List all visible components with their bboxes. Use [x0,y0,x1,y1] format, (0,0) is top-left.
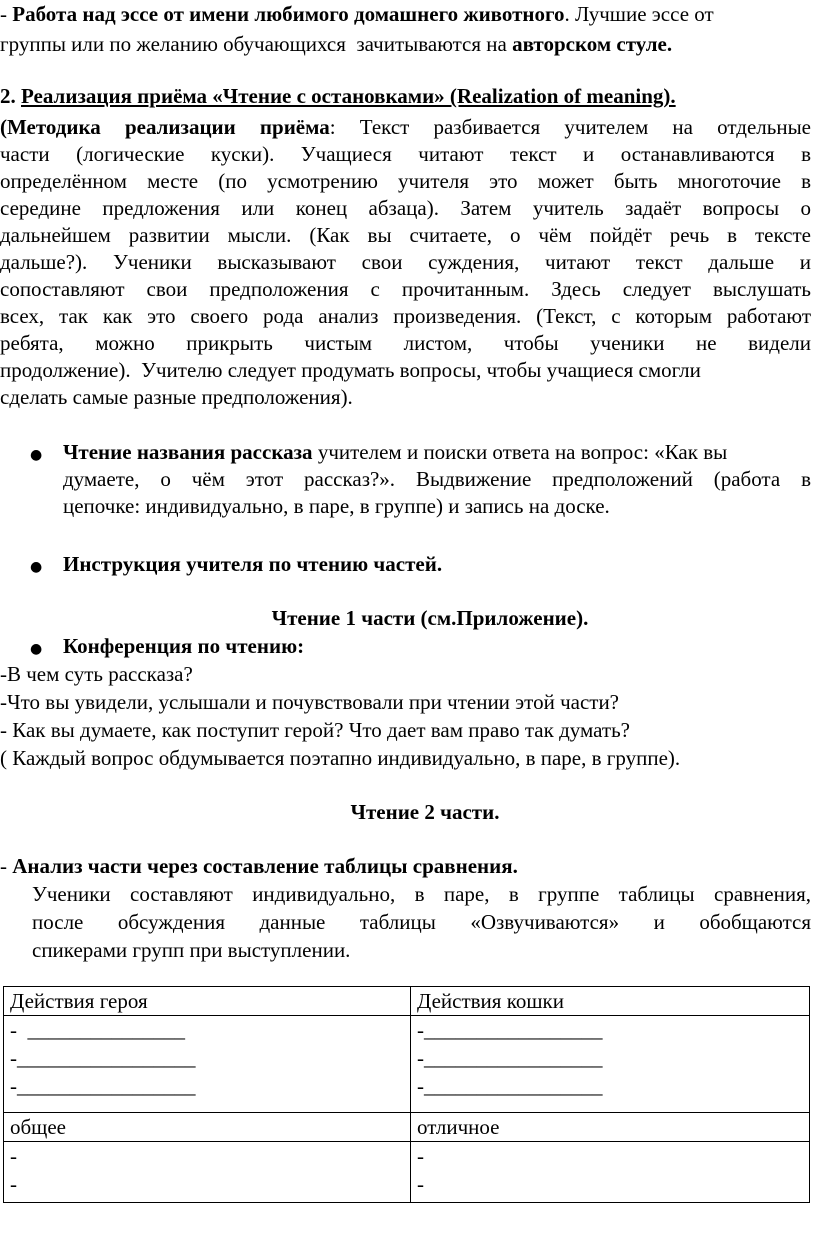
paragraph-text: Текст разбивается учителем на отдельные [359,115,811,139]
analysis-title: Анализ части через составление таблицы сравнения. [12,854,518,878]
paragraph-line: дальше?). Ученики высказывают свои суждения, читают текст дальше и [0,250,811,274]
table-row [4,1142,810,1203]
bullet-1-line-1 [63,438,813,467]
blank-line: -_________________ [10,1046,196,1070]
blank-line: - [417,1172,424,1196]
table-cell-common-label: общее [4,1113,411,1142]
analysis-paragraph-line: спикерами групп при выступлении. [32,938,351,962]
table-cell-diff [411,1142,810,1203]
dash: - [0,854,13,878]
section-number: 2. [0,84,21,108]
blank-line: - [417,1144,424,1168]
section-title: Реализация приёма «Чтение с остановками» (Realization of meaning). [21,84,676,108]
method-label: (Методика реализации приёма [0,115,330,139]
colon: : [329,115,336,139]
analysis-line [0,852,816,881]
paragraph-line: сделать самые разные предположения). [0,385,353,409]
blank-line: -_________________ [417,1018,603,1042]
part2-heading: Чтение 2 части. [350,800,500,824]
bullet-icon: ● [30,559,43,575]
bullet-1-line-2: думаете, о чём этот рассказ?». Выдвижение предположений (работа в [63,467,811,491]
table-header-cat: Действия кошки [411,987,810,1016]
intro-line-2 [0,30,816,59]
table-row [4,1113,810,1142]
intro-line-1 [0,0,816,29]
question-note: ( Каждый вопрос обдумывается поэтапно индивидуально, в паре, в группе). [0,746,681,770]
bullet-1-text: учителем и поиски ответа на вопрос: «Как вы [312,440,728,464]
table-header-row [4,987,810,1016]
table-header-hero: Действия героя [4,987,411,1016]
comparison-table [3,986,810,1203]
blank-line: -_________________ [10,1074,196,1098]
bullet-2-title: Инструкция учителя по чтению частей. [63,552,443,576]
paragraph-line: всех, так как это своего рода анализ произведения. (Текст, с которым работают [0,304,811,328]
analysis-paragraph-line: Ученики составляют индивидуально, в паре, в группе таблицы сравнения, [32,882,811,906]
author-chair-label: авторском стуле. [512,32,673,56]
part1-heading: Чтение 1 части (см.Приложение). [271,606,589,630]
bullet-icon: ● [30,447,43,463]
blank-line: - [10,1172,17,1196]
table-row [4,1016,810,1113]
section2-heading [0,82,816,111]
paragraph-line: продолжение). Учителю следует продумать вопросы, чтобы учащиеся смогли [0,358,701,382]
table-cell-hero-actions [4,1016,411,1113]
paragraph-line: ребята, можно прикрыть чистым листом, чтобы ученики не видели [0,331,811,355]
table-cell-cat-actions [411,1016,810,1113]
intro-text: . Лучшие эссе от [564,2,714,26]
question-1: -В чем суть рассказа? [0,662,193,686]
question-3: - Как вы думаете, как поступит герой? Что дает вам право так думать? [0,718,630,742]
table-cell-common [4,1142,411,1203]
bullet-1-title: Чтение названия рассказа [63,440,313,464]
dash: - [0,2,13,26]
blank-line: - [10,1144,17,1168]
question-2: -Что вы увидели, услышали и почувствовали при чтении этой части? [0,690,620,714]
analysis-paragraph-line: после обсуждения данные таблицы «Озвучиваются» и обобщаются [32,910,811,934]
table-cell-diff-label: отличное [411,1113,810,1142]
paragraph-line: сопоставляют свои предположения с прочитанным. Здесь следует выслушать [0,277,811,301]
intro-text: группы или по желанию обучающихся зачитываются на [0,32,513,56]
paragraph-line: дальнейшем развитии мысли. (Как вы считаете, о чём пойдёт речь в тексте [0,223,811,247]
bullet-3-title: Конференция по чтению: [63,634,305,658]
method-line [0,113,811,142]
essay-task-title: Работа над эссе от имени любимого домашнего животного [12,2,565,26]
paragraph-line: середине предложения или конец абзаца). Затем учитель задаёт вопросы о [0,196,811,220]
blank-line: -_________________ [417,1074,603,1098]
bullet-1-line-3: цепочке: индивидуально, в паре, в группе) и запись на доске. [63,494,610,518]
paragraph-line: определённом месте (по усмотрению учителя это может быть многоточие в [0,169,811,193]
blank-line: -_________________ [417,1046,603,1070]
paragraph-line: части (логические куски). Учащиеся читают текст и останавливаются в [0,142,811,166]
blank-line: - _______________ [10,1018,185,1042]
bullet-icon: ● [30,641,43,657]
